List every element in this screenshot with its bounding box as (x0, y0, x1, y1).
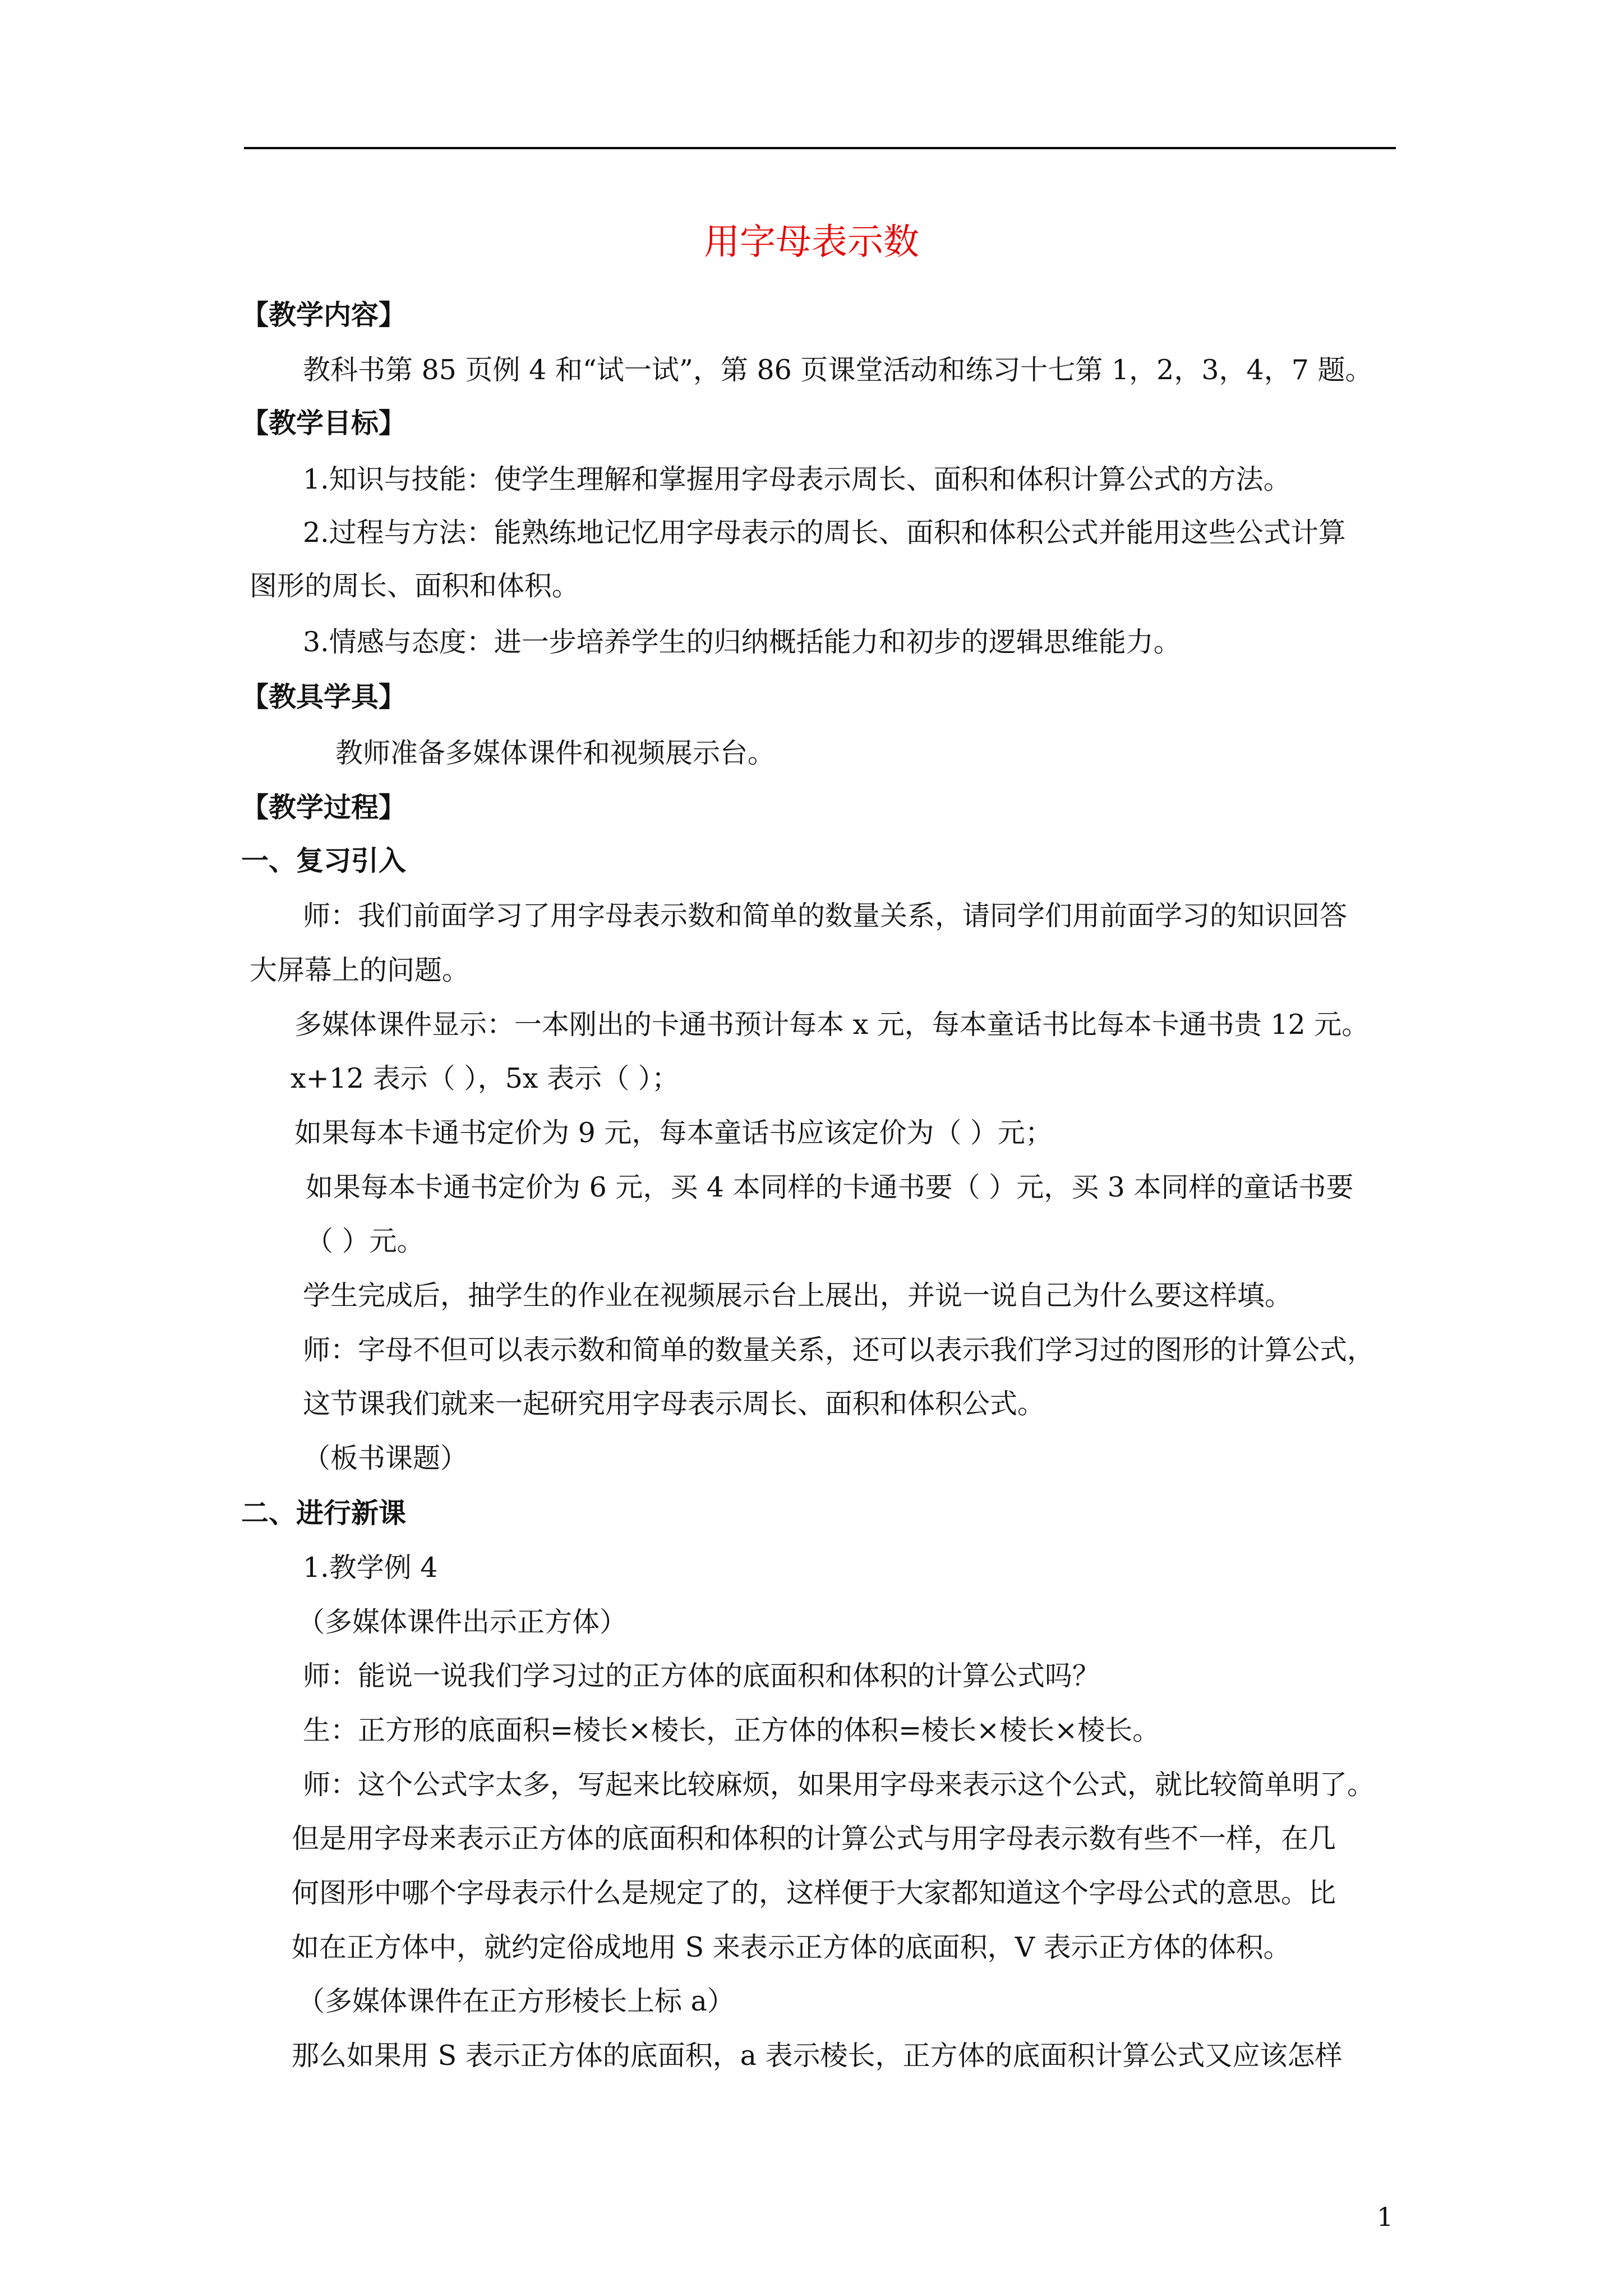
lesson-line: 但是用字母来表示正方体的底面积和体积的计算公式与用字母表示数有些不一样，在几 (292, 1823, 1336, 1855)
review-line: 如果每本卡通书定价为 9 元，每本童话书应该定价为（ ）元； (294, 1117, 1053, 1149)
lesson-line: 那么如果用 S 表示正方体的底面积，a 表示棱长，正方体的底面积计算公式又应该怎样 (292, 2040, 1343, 2072)
lesson-line: （多媒体课件出示正方体） (297, 1606, 628, 1638)
content-text: 教科书第 85 页例 4 和“试一试”，第 86 页课堂活动和练习十七第 1，2，3，4，7 题。 (303, 354, 1373, 386)
goal-item: 2.过程与方法：能熟练地记忆用字母表示的周长、面积和体积公式并能用这些公式计算 (303, 517, 1346, 549)
lesson-line: 师：能说一说我们学习过的正方体的底面积和体积的计算公式吗？ (303, 1660, 1100, 1692)
part-heading-review: 一、复习引入 (241, 845, 407, 877)
lesson-line: 生：正方形的底面积=棱长×棱长，正方体的体积=棱长×棱长×棱长。 (303, 1714, 1160, 1746)
review-line: 学生完成后，抽学生的作业在视频展示台上展出，并说一说自己为什么要这样填。 (303, 1280, 1293, 1312)
section-heading-process: 【教学过程】 (241, 792, 407, 823)
section-heading-tools: 【教具学具】 (241, 681, 407, 713)
review-line: （ ）元。 (306, 1225, 425, 1257)
review-line: 大屏幕上的问题。 (250, 954, 470, 986)
lesson-line: 何图形中哪个字母表示什么是规定了的，这样便于大家都知道这个字母公式的意思。比 (292, 1877, 1336, 1909)
section-heading-goals: 【教学目标】 (241, 407, 407, 439)
goal-item: 3.情感与态度：进一步培养学生的归纳概括能力和初步的逻辑思维能力。 (303, 626, 1181, 658)
part-heading-new-lesson: 二、进行新课 (241, 1497, 407, 1529)
section-heading-content: 【教学内容】 (241, 299, 407, 331)
goal-item: 图形的周长、面积和体积。 (250, 570, 580, 602)
review-line: （板书课题） (303, 1442, 468, 1474)
lesson-line: 1.教学例 4 (303, 1552, 438, 1584)
review-line: 师：字母不但可以表示数和简单的数量关系，还可以表示我们学习过的图形的计算公式， (303, 1334, 1375, 1366)
lesson-line: 如在正方体中，就约定俗成地用 S 来表示正方体的底面积，V 表示正方体的体积。 (292, 1931, 1291, 1963)
review-line: x+12 表示（ ），5x 表示（ ）； (291, 1062, 680, 1094)
tools-text: 教师准备多媒体课件和视频展示台。 (335, 737, 776, 769)
lesson-line: 师：这个公式字太多，写起来比较麻烦，如果用字母来表示这个公式，就比较简单明了。 (303, 1769, 1375, 1801)
review-line: 师：我们前面学习了用字母表示数和简单的数量关系，请同学们用前面学习的知识回答 (303, 900, 1348, 932)
review-line: 这节课我们就来一起研究用字母表示周长、面积和体积公式。 (303, 1388, 1045, 1420)
header-rule (244, 147, 1396, 149)
review-line: 如果每本卡通书定价为 6 元，买 4 本同样的卡通书要（ ）元，买 3 本同样的童话书要 (306, 1171, 1354, 1203)
page-title: 用字母表示数 (704, 222, 919, 263)
review-line: 多媒体课件显示：一本刚出的卡通书预计每本 x 元，每本童话书比每本卡通书贵 12 元。 (294, 1009, 1370, 1041)
page-number: 1 (1377, 2202, 1394, 2232)
lesson-line: （多媒体课件在正方形棱长上标 a） (297, 1985, 735, 2017)
goal-item: 1.知识与技能：使学生理解和掌握用字母表示周长、面积和体积计算公式的方法。 (303, 463, 1291, 495)
